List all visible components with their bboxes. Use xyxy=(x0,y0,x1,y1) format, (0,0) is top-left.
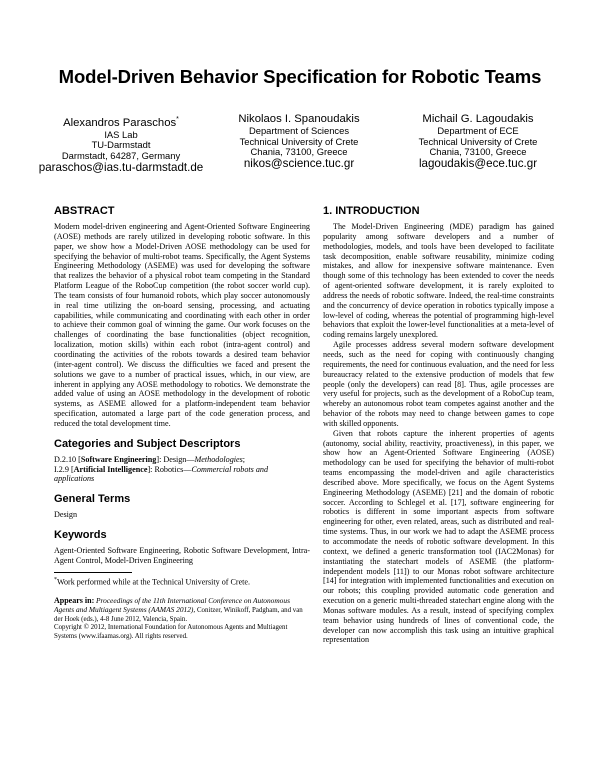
footnote-mark: * xyxy=(176,116,179,123)
author-name: Nikolaos I. Spanoudakis xyxy=(238,113,360,125)
right-column xyxy=(323,205,554,645)
author-email: nikos@science.tuc.gr xyxy=(243,156,355,170)
categories-heading: Categories and Subject Descriptors xyxy=(54,437,241,450)
category-entry: I.2.9 [Artificial Intelligence]: Robotics—Commercial robots and applications xyxy=(54,464,269,484)
keywords-text: Agent-Oriented Software Engineering, Robotic Software Development, Intra-Agent Control, Model-Driven Engineering xyxy=(54,546,310,565)
author-name: Michail G. Lagoudakis xyxy=(422,113,534,125)
author-1 xyxy=(36,113,206,174)
general-terms-heading: General Terms xyxy=(54,493,131,506)
category-entry: D.2.10 [Software Engineering]: Design—Methodologies; xyxy=(54,454,246,464)
author-name: Alexandros Paraschos xyxy=(63,116,177,129)
abstract-heading: ABSTRACT xyxy=(54,205,115,217)
author-affiliation-line: Department of Sciences xyxy=(248,125,350,136)
copyright-text: Copyright © 2012, International Foundation for Autonomous Agents and Multiagent Systems (www.ifaamas.org). All rights reserved. xyxy=(54,624,288,640)
footnote-rule xyxy=(54,572,132,573)
author-affiliation-line: IAS Lab xyxy=(104,128,138,140)
abstract-text: Modern model-driven engineering and Agent-Oriented Software Engineering (AOSE) methods are rarely utilized in developing robotic software. In this paper, we show how a Model-Driven AOSE methodology can be used for specifying the behavior of multi-robot teams. Specifically, the Agent Systems Engineering Methodology (ASEME) was used for developing the software that realizes the behavior of a physical robot team competing in the Standard Platform League of the RoboCup competition (the robot soccer world cup). The team consists of four humanoid robots, which play soccer autonomously in real time utilizing the on-board sensing, processing, and actuating capabilities, while communicating and coordinating with each other in order to achieve their common goal of winning the game. Our work focuses on the challenges of coordinating the base functionalities (object recognition, localization, motion skills) within each robot (intra-agent control) and coordinating the activities of the robots towards a desired team behavior (inter-agent control). We discuss the difficulties we faced and present the solutions we gave to a number of practical issues, which, in our view, are inherent in applying any AOSE methodology to robotics. We demonstrate the added value of using an AOSE methodology in the development of robotic systems, as ASEME allowed for a platform-independent team behavior specification, automated a large part of the code generation process, and reduced the total development time. xyxy=(54,222,310,428)
footnote: *Work performed while at the Technical University of Crete. xyxy=(54,576,251,587)
keywords-heading: Keywords xyxy=(54,529,107,542)
general-terms-text: Design xyxy=(54,510,78,520)
left-column xyxy=(54,205,310,641)
intro-paragraph: Given that robots capture the inherent properties of agents (autonomy, social ability, reactivity, proactiveness), in this paper, we show how an Agent-Oriented Software Engineering (AOSE) methodology can be used for specifying the behavior of multi-robot teams encompassing the model-driven and agile characteristics described above. More specifically, we focus on the Agent Systems Engineering Methodology (ASEME) [21] and the domain of robotic soccer. According to Schlegel et al. [17], software engineering for robotics is different in some important aspects from software engineering for other, even related, areas, such as distributed and real-time systems. Thus, in our work we had to adapt the ASEME process to accommodate the needs of robotic software development. In this context, we defined a generic transformation tool (IAC2Monas) for instantiating the statechart models of ASEME (the platform-independent models [11]) to our Monas robot software architecture [14] for integration with implemented functionalities and execution on our robots; this coupling provided automatic code generation and execution on a generic multi-threaded statechart engine along with the Monas software modules. As a result, instead of specifying complex team behavior using hundreds of lines of conventional code, the developer can now accomplish this task using an intuitive graphical representation xyxy=(323,428,554,645)
copyright-notice xyxy=(54,597,310,641)
author-affiliation-line: Chania, 73100, Greece xyxy=(429,146,527,158)
intro-paragraph: Agile processes address several modern software development needs, such as the need for coping with continuously changing requirements, the need for continuous evaluation, and the need for less bureaucracy related to the extensive production of models that few people (only the developers) can read [8]. Thus, agile processes are very useful for projects, such as the development of a RoboCup team, whereby an autonomous robot team competes against another and the behavior of the robots may need to change between games to cope with skilled opponents. xyxy=(323,340,554,428)
author-email: paraschos@ias.tu-darmstadt.de xyxy=(38,160,204,174)
author-2 xyxy=(214,113,384,170)
author-3 xyxy=(392,113,564,170)
author-affiliation-line: Chania, 73100, Greece xyxy=(250,146,348,158)
proceedings-text: Proceedings of the 11th International Conference on Autonomous Agents and Multiagent Systems (AAMAS 2012), xyxy=(54,596,290,615)
author-affiliation-line: Department of ECE xyxy=(437,125,519,136)
author-email: lagoudakis@ece.tuc.gr xyxy=(418,156,538,170)
intro-paragraph: The Model-Driven Engineering (MDE) paradigm has gained popularity among software developers and a number of methodologies, models, and tools have been developed to facilitate task decomposition, enable software reusability, minimize coding mistakes, and allow for inexpensive software maintenance. Even though some of this technology has been extended to cover the needs of agent-oriented software development, it is rarely exploited to address the needs of robotic software. Indeed, the real-time constraints and the concurrency of device operation in robotics typically impose a low-level of coding, whereas the potential of programming high-level behaviors that exploit the lower-level functionalities at a meta-level of coding remains largely unexplored. xyxy=(323,222,554,340)
appears-in-label: Appears in: xyxy=(54,596,95,606)
author-affiliation-line: Technical University of Crete xyxy=(418,135,538,147)
author-affiliation-line: Darmstadt, 64287, Germany xyxy=(61,149,181,161)
author-affiliation-line: Technical University of Crete xyxy=(239,135,359,147)
editors-text: Conitzer, Winikoff, Padgham, and van der Hoek (eds.), 4-8 June 2012, Valencia, Spain. xyxy=(54,607,303,623)
introduction-heading: 1. INTRODUCTION xyxy=(323,205,420,217)
paper-title: Model-Driven Behavior Specification for Robotic Teams xyxy=(58,66,542,87)
author-affiliation-line: TU-Darmstadt xyxy=(91,139,151,151)
